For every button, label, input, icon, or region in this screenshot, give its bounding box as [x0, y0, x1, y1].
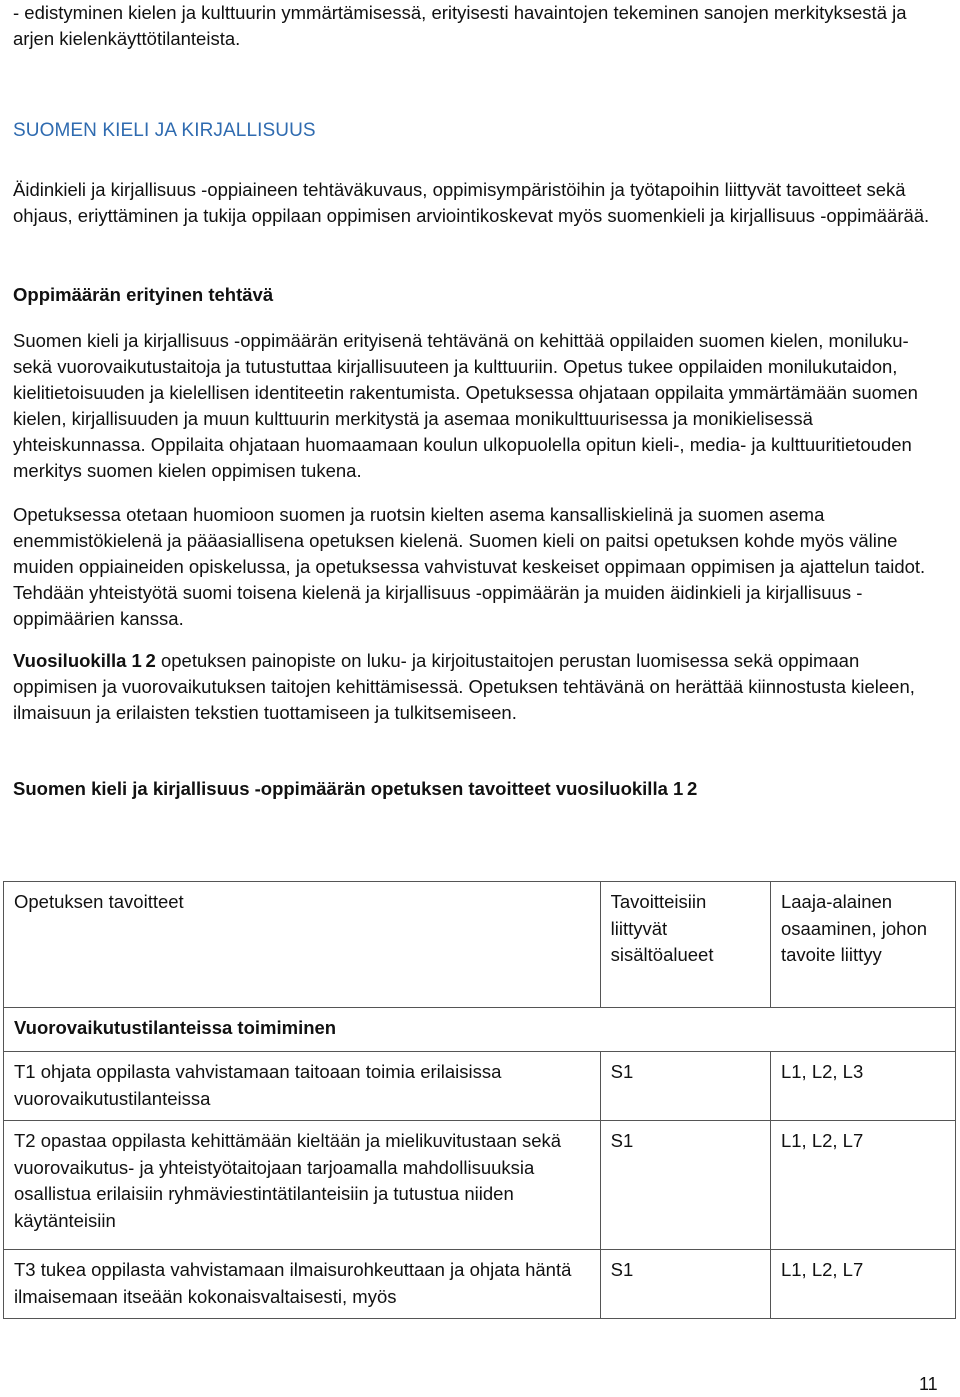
- header-goals: Opetuksen tavoitteet: [4, 882, 601, 1008]
- header-competence: Laaja-alainen osaaminen, johon tavoite liittyy: [770, 882, 955, 1008]
- content-cell: S1: [600, 1052, 770, 1121]
- section-heading: SUOMEN KIELI JA KIRJALLISUUS: [13, 120, 316, 141]
- content-cell: S1: [600, 1250, 770, 1319]
- task-paragraph-2: Opetuksessa otetaan huomioon suomen ja ruotsin kielten asema kansalliskielinä ja suomen asema enemmistökielenä ja pääasiallisena opetuksen kielenä. Suomen kieli on paitsi opetuksen kohde myös väline muiden oppiaineiden opiskelussa, ja opetuksessa vahvistuvat keskeiset oppimaan oppimisen ja ajattelun taidot. Tehdään yhteistyötä suomi toisena kielenä ja kirjallisuus -oppimäärän ja muiden äidinkieli ja kirjallisuus -oppimäärien kanssa.: [13, 504, 926, 629]
- table-row: [4, 1250, 956, 1319]
- document-page: [13, 0, 948, 802]
- grade-label: Vuosiluokilla 1 2: [13, 650, 156, 671]
- task-heading: Oppimäärän erityinen tehtävä: [13, 284, 274, 305]
- table-subheading-row: [4, 1008, 956, 1052]
- task-paragraph-1: Suomen kieli ja kirjallisuus -oppimäärän erityisenä tehtävänä on kehittää oppilaiden suomen kielen, moniluku- sekä vuorovaikutustaitoja ja tutustuttaa kirjallisuuteen ja kulttuuriin. Opetus tukee oppilaiden monilukutaidon, kielitietoisuuden ja kielellisen identiteetin rakentumista. Opetuksessa ohjataan oppilaita ymmärtämään suomen kielen, kirjallisuuden ja muun kulttuurin merkitystä ja asemaa monikulttuurisessa ja monikielisessä yhteiskunnassa. Oppilaita ohjataan huomaamaan koulun ulkopuolella opitun kieli-, media- ja kulttuuritietouden merkitys suomen kielen oppimisen tukena.: [13, 330, 918, 481]
- competence-cell: L1, L2, L7: [770, 1250, 955, 1319]
- goal-cell: T3 tukea oppilasta vahvistamaan ilmaisurohkeuttaan ja ohjata häntä ilmaisemaan itseään kokonaisvaltaisesti, myös: [4, 1250, 601, 1319]
- table-header-row: [4, 882, 956, 1008]
- task-paragraph-3: [13, 648, 948, 726]
- competence-cell: L1, L2, L3: [770, 1052, 955, 1121]
- header-content-areas: Tavoitteisiin liittyvät sisältöalueet: [600, 882, 770, 1008]
- goals-table: [3, 881, 956, 1319]
- table-title: Suomen kieli ja kirjallisuus -oppimäärän opetuksen tavoitteet vuosiluokilla 1 2: [13, 778, 698, 799]
- content-cell: S1: [600, 1121, 770, 1250]
- goal-cell: T2 opastaa oppilasta kehittämään kieltään ja mielikuvitustaan sekä vuorovaikutus- ja yhteistyötaitojaan tarjoamalla mahdollisuuksia osallistua erilaisiin ryhmäviestintätilanteisiin ja tutustua niiden käytänteisiin: [4, 1121, 601, 1250]
- task-paragraph-3-text: opetuksen painopiste on luku- ja kirjoitustaitojen perustan luomisessa sekä oppimaan oppimisen ja vuorovaikutuksen taitojen kehittämisessä. Opetuksen tehtävänä on herättää kiinnostusta kieleen, ilmaisuun ja erilaisten tekstien tuottamiseen ja tulkitsemiseen.: [13, 650, 915, 723]
- competence-cell: L1, L2, L7: [770, 1121, 955, 1250]
- section-intro: Äidinkieli ja kirjallisuus -oppiaineen tehtäväkuvaus, oppimisympäristöihin ja työtapoihin liittyvät tavoitteet sekä ohjaus, eriyttäminen ja tukija oppilaan oppimisen arviointikoskevat myös suomenkieli ja kirjallisuus -oppimäärää.: [13, 179, 930, 226]
- table-row: [4, 1121, 956, 1250]
- intro-line: - edistyminen kielen ja kulttuurin ymmärtämisessä, erityisesti havaintojen tekeminen sanojen merkityksestä ja arjen kielenkäyttötilanteista.: [13, 2, 907, 49]
- goal-cell: T1 ohjata oppilasta vahvistamaan taitoaan toimia erilaisissa vuorovaikutustilanteissa: [4, 1052, 601, 1121]
- table-subheading: Vuorovaikutustilanteissa toimiminen: [4, 1008, 956, 1052]
- page-number: 11: [919, 1374, 938, 1394]
- table-row: [4, 1052, 956, 1121]
